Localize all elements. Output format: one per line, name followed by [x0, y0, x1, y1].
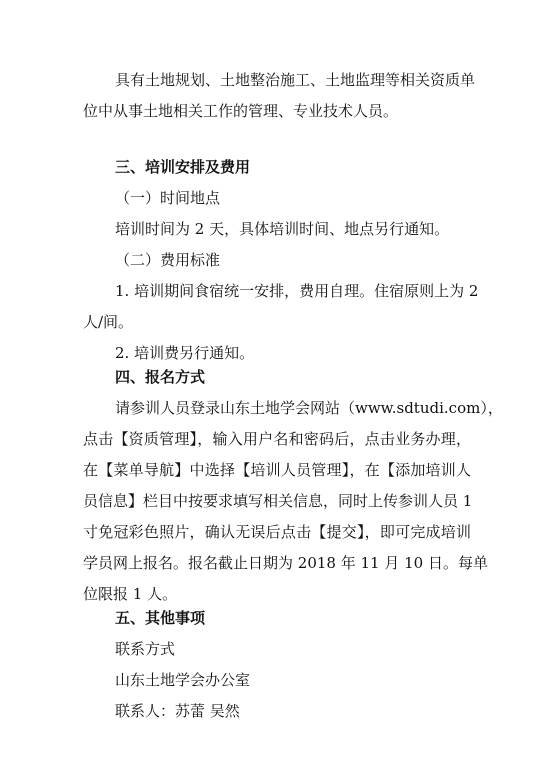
fees-item-1-line-1: 1. 培训期间食宿统一安排，费用自理。住宿原则上为 2	[115, 282, 479, 300]
contact-person: 联系人：苏蕾 吴然	[115, 702, 240, 720]
registration-line-4: 员信息】栏目中按要求填写相关信息，同时上传参训人员 1	[83, 492, 473, 510]
qualification-line-1: 具有土地规划、土地整治施工、土地监理等相关资质单	[115, 71, 476, 89]
fees-item-2: 2. 培训费另行通知。	[115, 344, 255, 362]
contact-label: 联系方式	[115, 640, 176, 658]
section-3-subheading-time-place: （一）时间地点	[115, 189, 221, 207]
registration-line-5: 寸免冠彩色照片，确认无误后点击【提交】，即可完成培训	[83, 523, 471, 541]
contact-office: 山东土地学会办公室	[115, 671, 251, 689]
fees-item-1-line-2: 人/间。	[83, 313, 134, 331]
registration-line-3: 在【菜单导航】中选择【培训人员管理】，在【添加培训人	[83, 461, 471, 479]
section-3-subheading-fees: （二）费用标准	[115, 251, 221, 269]
registration-line-6: 学员网上报名。报名截止日期为 2018 年 11 月 10 日。每单	[83, 554, 488, 572]
registration-line-1: 请参训人员登录山东土地学会网站（www.sdtudi.com），	[115, 399, 503, 417]
section-5-heading: 五、其他事项	[115, 609, 206, 627]
section-3-heading: 三、培训安排及费用	[115, 158, 251, 176]
section-4-heading: 四、报名方式	[115, 368, 206, 386]
registration-line-2: 点击【资质管理】，输入用户名和密码后，点击业务办理，	[83, 430, 471, 448]
section-3-time-place-text: 培训时间为 2 天，具体培训时间、地点另行通知。	[115, 220, 450, 238]
registration-line-7: 位限报 1 人。	[83, 585, 178, 603]
qualification-line-2: 位中从事土地相关工作的管理、专业技术人员。	[83, 102, 399, 120]
